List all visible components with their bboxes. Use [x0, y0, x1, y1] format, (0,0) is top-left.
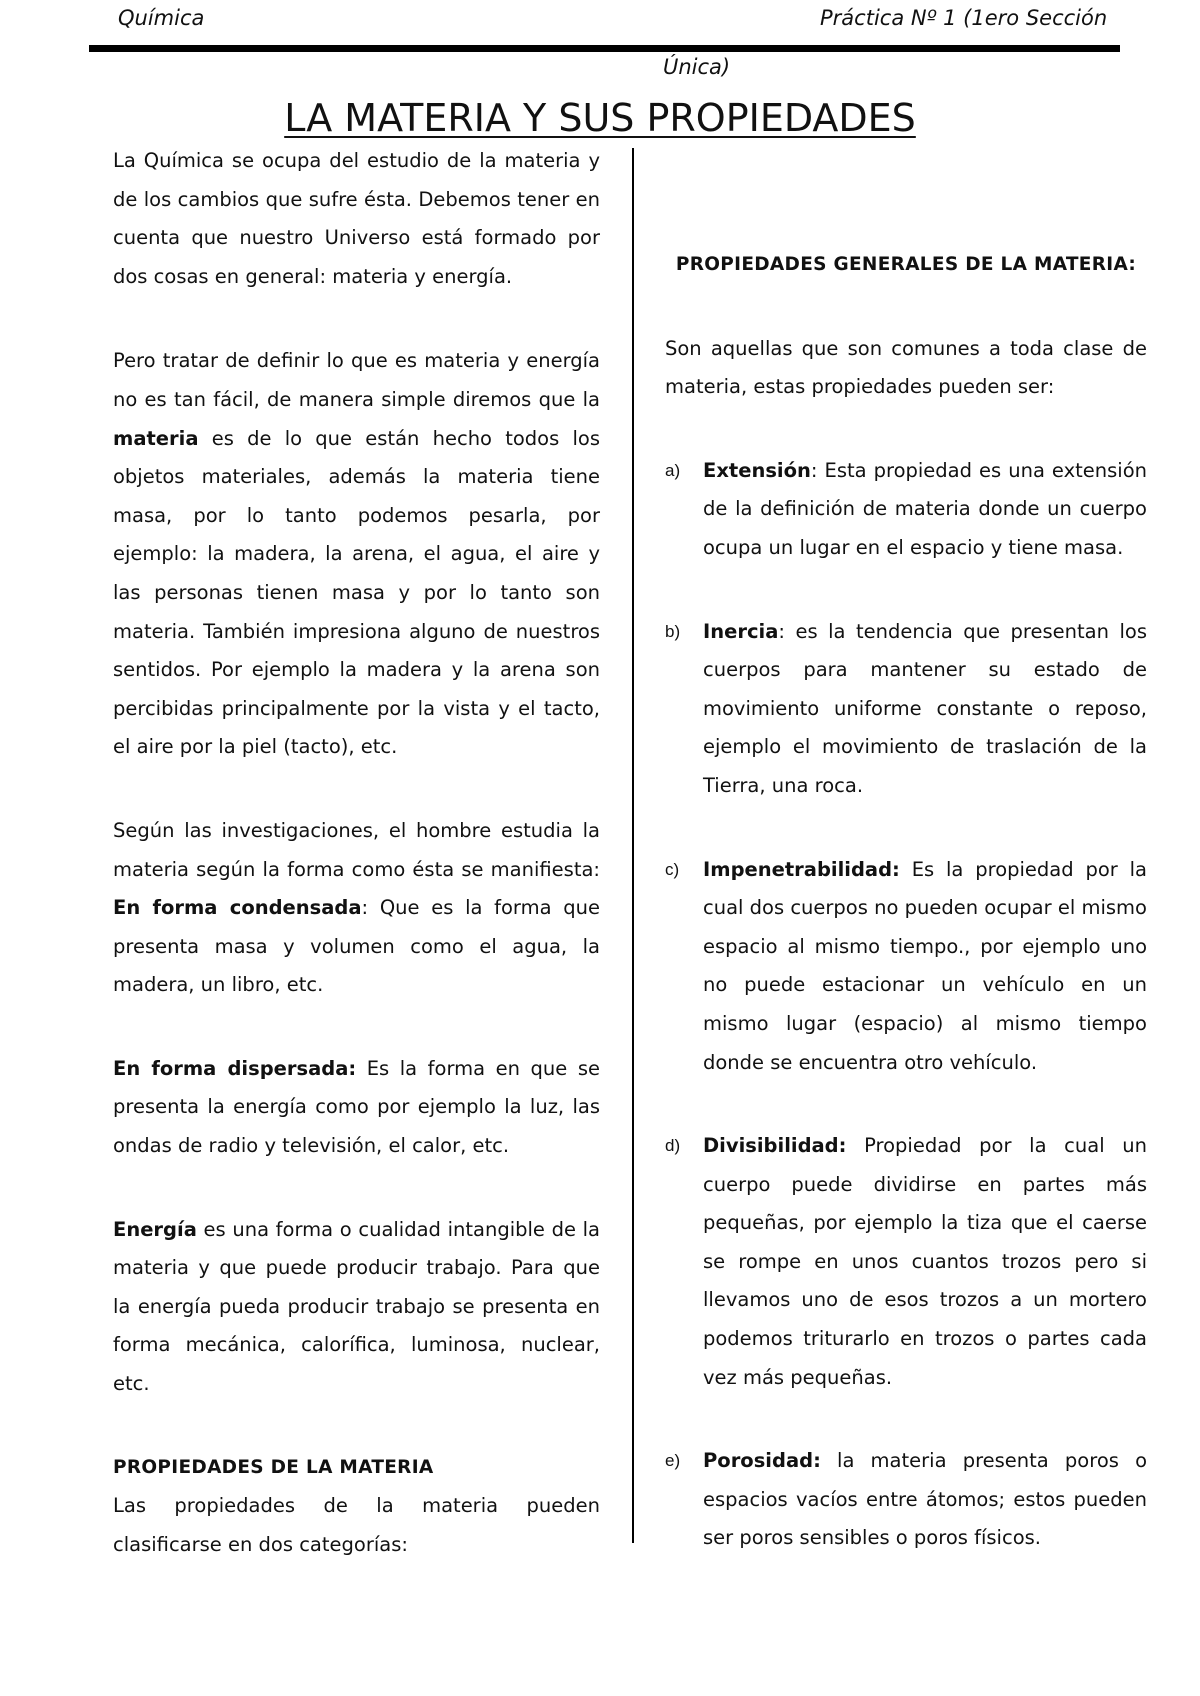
text-span: : Esta propiedad es una extensión de la definición de materia donde un cuerpo ocupa un lugar en el espacio y tiene masa. — [703, 458, 1147, 559]
list-label: d) — [665, 1136, 681, 1156]
list-label: a) — [665, 460, 681, 480]
left-column — [113, 142, 600, 1564]
categorias-paragraph: Las propiedades de la materia pueden clasificarse en dos categorías: — [113, 1494, 600, 1556]
text-span: Propiedad por la cual un cuerpo puede dividirse en partes más pequeñas, por ejemplo la tiza que el caerse se rompe en unos cuantos trozos pero si llevamos uno de esos trozos a un mortero podemos triturarlo en trozos o partes cada vez más pequeñas. — [703, 1134, 1147, 1389]
bold-term: En forma condensada — [113, 896, 362, 920]
propiedades-heading: PROPIEDADES DE LA MATERIA — [113, 1456, 434, 1478]
bold-term: Porosidad: — [703, 1449, 821, 1473]
materia-paragraph — [113, 342, 600, 767]
bold-term: Extensión — [703, 458, 811, 482]
intro-paragraph: La Química se ocupa del estudio de la materia y de los cambios que sufre ésta. Debemos tener en cuenta que nuestro Universo está formado por dos cosas en general: materia y energía. — [113, 149, 600, 288]
text-span: es una forma o cualidad intangible de la materia y que puede producir trabajo. Para que la energía pueda producir trabajo se presenta en forma mecánica, calorífica, luminosa, nuclear, etc. — [113, 1217, 600, 1396]
list-label: b) — [665, 621, 681, 641]
generales-intro: Son aquellas que son comunes a toda clase de materia, estas propiedades pueden ser: — [665, 336, 1147, 399]
text-span: : Que es la forma que presenta masa y volumen como el agua, la madera, un libro, etc. — [113, 896, 600, 997]
text-span: Pero tratar de definir lo que es materia y energía no es tan fácil, de manera simple diremos que la — [113, 349, 600, 411]
column-divider — [632, 148, 634, 1543]
bold-term: Energía — [113, 1217, 197, 1241]
bold-term: Inercia — [703, 619, 779, 643]
text-span: Es la propiedad por la cual dos cuerpos no pueden ocupar el mismo espacio al mismo tiempo., por ejemplo uno no puede estacionar un vehículo en un mismo lugar (espacio) al mismo tiempo donde se encuentra otro vehículo. — [703, 857, 1147, 1074]
right-column — [665, 246, 1147, 1558]
text-span: : es la tendencia que presentan los cuerpos para mantener su estado de movimiento uniforme constante o reposo, ejemplo el movimiento de traslación de la Tierra, una roca. — [703, 619, 1147, 797]
text-span: Según las investigaciones, el hombre estudia la materia según la forma como ésta se manifiesta: — [113, 818, 600, 881]
bold-term: materia — [113, 426, 199, 450]
energia-paragraph — [113, 1211, 600, 1404]
list-item — [665, 851, 1147, 1083]
list-item — [665, 1127, 1147, 1397]
list-item — [665, 452, 1147, 568]
bold-term: En forma dispersada: — [113, 1056, 357, 1080]
list-label: e) — [665, 1451, 681, 1471]
text-span: la materia presenta poros o espacios vacíos entre átomos; estos pueden ser poros sensibles o poros físicos. — [703, 1449, 1147, 1550]
list-label: c) — [665, 859, 680, 879]
generales-heading: PROPIEDADES GENERALES DE LA MATERIA: — [675, 254, 1137, 275]
list-item — [665, 1442, 1147, 1558]
text-span: Es la forma en que se presenta la energía como por ejemplo la luz, las ondas de radio y televisión, el calor, etc. — [113, 1056, 600, 1158]
bold-term: Divisibilidad: — [703, 1134, 847, 1158]
bold-term: Impenetrabilidad: — [703, 857, 900, 881]
header-subject: Química — [118, 6, 205, 30]
page-title: LA MATERIA Y SUS PROPIEDADES — [284, 96, 916, 140]
list-item — [665, 613, 1147, 806]
header-rule — [89, 45, 1120, 52]
dispersada-paragraph — [113, 1050, 600, 1166]
condensada-paragraph — [113, 812, 600, 1005]
text-span: es de lo que están hecho todos los objetos materiales, además la materia tiene masa, por lo tanto podemos pesarla, por ejemplo: la madera, la arena, el agua, el aire y las personas tienen masa y por lo tanto son materia. También impresiona alguno de nuestros sentidos. Por ejemplo la madera y la arena son percibidas principalmente por la vista y el tacto, el aire por la piel (tacto), etc. — [113, 426, 600, 759]
header-practice-continued: Única) — [663, 55, 731, 79]
header-practice: Práctica Nº 1 (1ero Sección — [820, 6, 1108, 30]
